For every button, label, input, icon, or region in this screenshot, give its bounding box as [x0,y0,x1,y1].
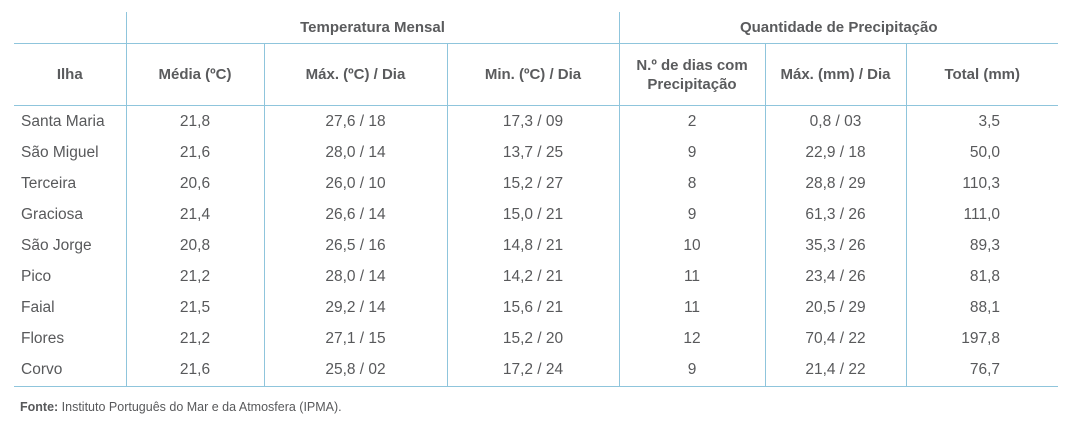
column-header-rain-days-line1: N.º de dias com [636,56,748,74]
cell-max-temp: 28,0 / 14 [264,137,447,168]
cell-min-temp: 15,2 / 20 [447,324,619,355]
cell-rain-days: 9 [619,355,765,387]
cell-max-precip: 35,3 / 26 [765,230,906,261]
cell-mean-temp: 20,6 [126,168,264,199]
source-text: Instituto Português do Mar e da Atmosfera (IPMA). [58,400,342,414]
source-note [20,400,342,414]
cell-max-temp: 27,6 / 18 [264,106,447,138]
cell-total-precip: 197,8 [906,324,1058,355]
column-header-row [14,44,1058,106]
group-header-blank [14,12,126,44]
cell-max-temp: 25,8 / 02 [264,355,447,387]
cell-mean-temp: 21,4 [126,199,264,230]
column-header-island: Ilha [14,44,126,106]
cell-max-temp: 26,0 / 10 [264,168,447,199]
cell-mean-temp: 21,6 [126,137,264,168]
cell-island: Terceira [21,174,77,192]
cell-mean-temp: 21,8 [126,106,264,138]
cell-max-precip: 70,4 / 22 [765,324,906,355]
cell-min-temp: 15,0 / 21 [447,199,619,230]
climate-table [14,12,1058,387]
cell-max-temp: 26,5 / 16 [264,230,447,261]
table-row [14,230,1058,261]
table-row [14,293,1058,324]
column-header-mean-temp: Média (ºC) [126,44,264,106]
cell-min-temp: 17,3 / 09 [447,106,619,138]
cell-min-temp: 14,8 / 21 [447,230,619,261]
cell-island: Santa Maria [21,112,105,130]
cell-max-temp: 28,0 / 14 [264,261,447,292]
cell-max-temp: 26,6 / 14 [264,199,447,230]
cell-max-precip: 23,4 / 26 [765,261,906,292]
table-row [14,106,1058,138]
cell-min-temp: 17,2 / 24 [447,355,619,387]
cell-min-temp: 15,2 / 27 [447,168,619,199]
cell-max-precip: 0,8 / 03 [765,106,906,138]
group-header-precipitation: Quantidade de Precipitação [619,12,1058,44]
cell-rain-days: 11 [619,261,765,292]
cell-total-precip: 3,5 [906,106,1058,138]
table-row [14,137,1058,168]
cell-rain-days: 10 [619,230,765,261]
cell-min-temp: 13,7 / 25 [447,137,619,168]
cell-mean-temp: 21,6 [126,355,264,387]
cell-island: Graciosa [21,205,84,223]
cell-island: Corvo [14,355,126,387]
cell-total-precip: 81,8 [906,261,1058,292]
group-header-temperature: Temperatura Mensal [126,12,619,44]
cell-max-precip: 20,5 / 29 [765,293,906,324]
cell-island: Faial [21,299,55,317]
table-row [14,355,1058,387]
cell-island: Flores [21,330,65,348]
cell-mean-temp: 21,5 [126,293,264,324]
cell-island: São Miguel [21,143,99,161]
cell-total-precip: 111,0 [906,199,1058,230]
cell-rain-days: 9 [619,137,765,168]
cell-rain-days: 12 [619,324,765,355]
cell-total-precip: 89,3 [906,230,1058,261]
group-header-row [14,12,1058,44]
cell-total-precip: 50,0 [906,137,1058,168]
source-label: Fonte: [20,400,59,414]
cell-island: Pico [21,268,52,286]
table-row [14,261,1058,292]
cell-mean-temp: 21,2 [126,324,264,355]
cell-max-temp: 27,1 / 15 [264,324,447,355]
cell-rain-days: 11 [619,293,765,324]
cell-max-precip: 22,9 / 18 [765,137,906,168]
column-header-rain-days-line2: Precipitação [647,75,737,93]
cell-mean-temp: 21,2 [126,261,264,292]
cell-min-temp: 14,2 / 21 [447,261,619,292]
table-row [14,199,1058,230]
column-header-max-temp: Máx. (ºC) / Dia [264,44,447,106]
cell-mean-temp: 20,8 [126,230,264,261]
climate-table-container [14,12,1058,387]
table-row [14,324,1058,355]
cell-max-precip: 61,3 / 26 [765,199,906,230]
cell-rain-days: 2 [619,106,765,138]
cell-min-temp: 15,6 / 21 [447,293,619,324]
column-header-rain-days [619,44,765,106]
table-row [14,168,1058,199]
cell-rain-days: 8 [619,168,765,199]
cell-island: São Jorge [21,236,92,254]
cell-rain-days: 9 [619,199,765,230]
cell-max-precip: 21,4 / 22 [765,355,906,387]
column-header-max-precip: Máx. (mm) / Dia [765,44,906,106]
column-header-min-temp: Min. (ºC) / Dia [447,44,619,106]
cell-max-temp: 29,2 / 14 [264,293,447,324]
cell-total-precip: 88,1 [906,293,1058,324]
cell-max-precip: 28,8 / 29 [765,168,906,199]
cell-total-precip: 76,7 [906,355,1058,387]
column-header-total-precip: Total (mm) [906,44,1058,106]
cell-total-precip: 110,3 [906,168,1058,199]
